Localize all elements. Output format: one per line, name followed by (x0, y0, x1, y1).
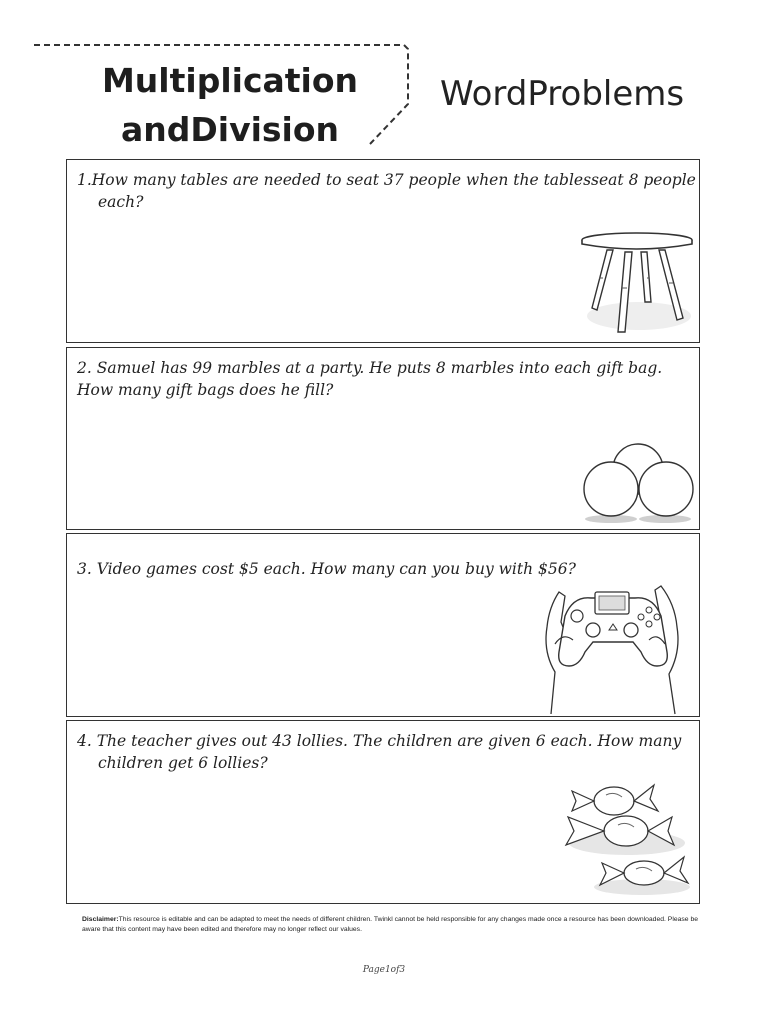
page-subtitle: WordProblems (440, 74, 685, 114)
problem-box-4 (66, 720, 700, 904)
problem-box-3 (66, 533, 700, 717)
page-title (60, 56, 400, 154)
problem-text-3: 3. Video games cost $5 each. How many can you buy with $56? (77, 560, 576, 578)
title-header (0, 0, 768, 160)
table-icon (579, 228, 699, 338)
disclaimer-text: This resource is editable and can be adapted to meet the needs of different children. Twinkl cannot be held responsible for any changes made once a resource has been downloaded. Please be aware that this content may have been edited and therefore may no longer reflect our values. (82, 916, 699, 933)
disclaimer-label: Disclaimer: (82, 916, 119, 923)
problem-text-4: 4. The teacher gives out 43 lollies. The children are given 6 each. How many children get 6 lollies? (77, 732, 682, 772)
title-line-2: andDivision (120, 110, 340, 149)
game-controller-icon (525, 582, 700, 717)
problem-text-2: 2. Samuel has 99 marbles at a party. He puts 8 marbles into each gift bag. How many gift bags does he fill? (77, 359, 663, 399)
marbles-icon (581, 441, 696, 526)
problem-box-1 (66, 159, 700, 343)
title-line-1: Multiplication (101, 61, 359, 100)
disclaimer (82, 915, 702, 935)
page-number: Page1of3 (362, 965, 406, 975)
problem-text-1: 1.How many tables are needed to seat 37 people when the tablesseat 8 people each? (77, 171, 696, 211)
problem-box-2 (66, 347, 700, 530)
lollies-icon (562, 771, 692, 896)
